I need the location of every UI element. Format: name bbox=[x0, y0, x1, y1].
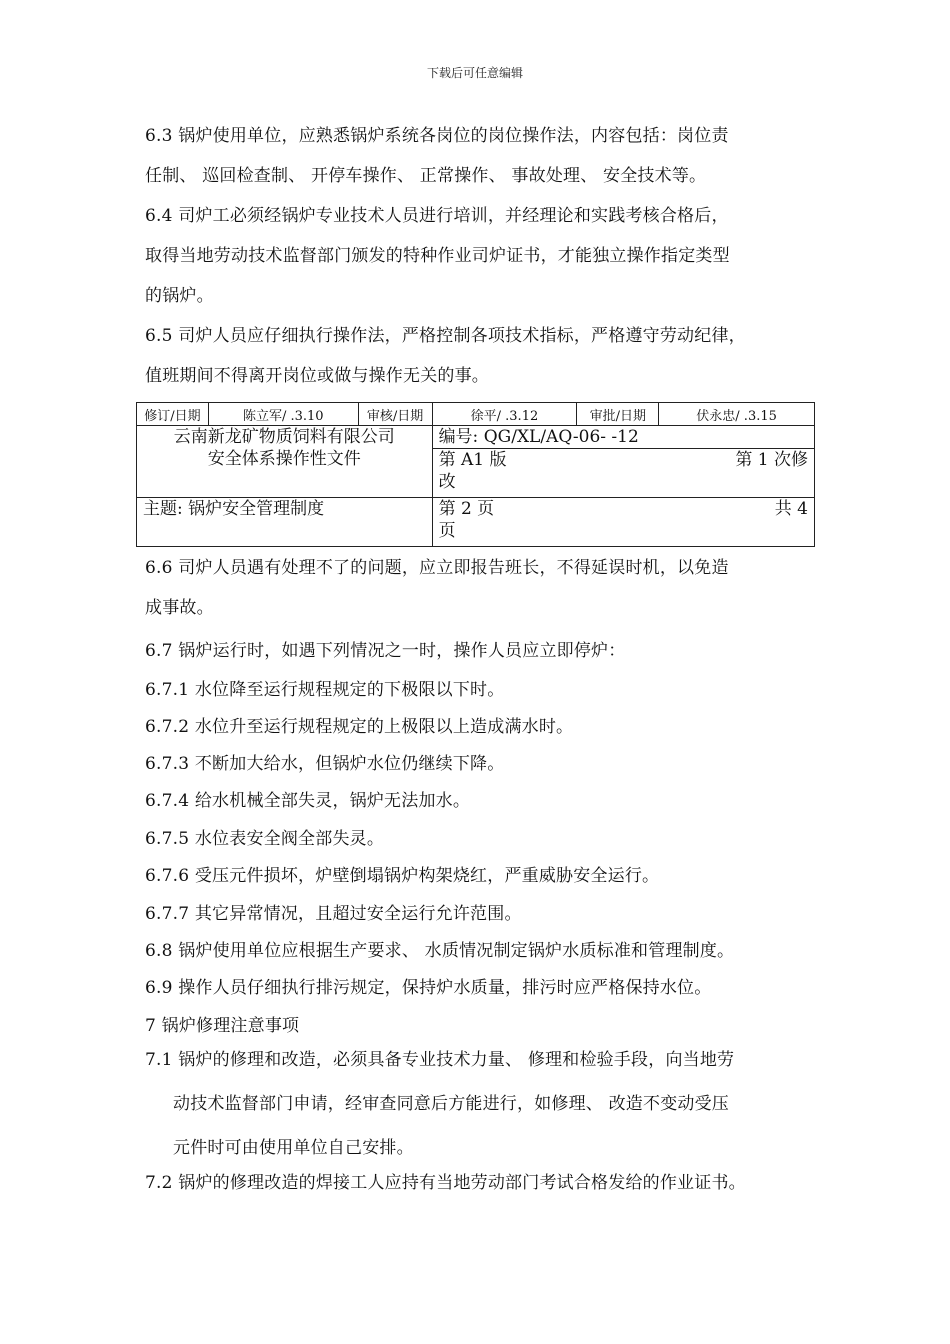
approved-label: 审批/日期 bbox=[577, 403, 659, 426]
revision-count: 第 1 次修 bbox=[735, 450, 808, 470]
list-item: 6.7.1 水位降至运行规程规定的下极限以下时。 bbox=[145, 680, 505, 700]
paragraph-line: 6.3 锅炉使用单位，应熟悉锅炉系统各岗位的岗位操作法，内容包括：岗位责 bbox=[145, 126, 729, 146]
approved-value: 伏永忠/ .3.15 bbox=[659, 403, 815, 426]
paragraph-line: 取得当地劳动技术监督部门颁发的特种作业司炉证书，才能独立操作指定类型 bbox=[145, 246, 730, 266]
company-row bbox=[137, 426, 815, 449]
doc-number: 编号: QG/XL/AQ-06- -12 bbox=[432, 426, 814, 449]
page-total-cont: 页 bbox=[438, 521, 456, 541]
revised-value: 陈立军/ .3.10 bbox=[208, 403, 358, 426]
document-control-table bbox=[136, 402, 815, 547]
section-6-9: 6.9 操作人员仔细执行排污规定，保持炉水质量，排污时应严格保持水位。 bbox=[145, 978, 712, 998]
list-item: 6.7.4 给水机械全部失灵，锅炉无法加水。 bbox=[145, 791, 471, 811]
paragraph-line: 动技术监督部门申请，经审查同意后方能进行，如修理、 改造不变动受压 bbox=[173, 1094, 730, 1114]
paragraph-line: 6.4 司炉工必须经锅炉专业技术人员进行培训，并经理论和实践考核合格后， bbox=[145, 206, 729, 226]
page-cell bbox=[432, 498, 814, 547]
revised-label: 修订/日期 bbox=[137, 403, 209, 426]
list-item: 6.7.3 不断加大给水，但锅炉水位仍继续下降。 bbox=[145, 754, 505, 774]
header-note: 下载后可任意编辑 bbox=[426, 66, 523, 80]
version-cell bbox=[432, 449, 814, 498]
paragraph-line: 7.1 锅炉的修理和改造，必须具备专业技术力量、 修理和检验手段，向当地劳 bbox=[145, 1050, 735, 1070]
revision-count-cont: 改 bbox=[438, 472, 456, 492]
document-type: 安全体系操作性文件 bbox=[207, 449, 361, 469]
list-item: 6.7.6 受压元件损坏，炉壁倒塌锅炉构架烧红，严重威胁安全运行。 bbox=[145, 866, 660, 886]
list-item: 6.7.7 其它异常情况，且超过安全运行允许范围。 bbox=[145, 904, 522, 924]
page-total: 共 4 bbox=[774, 499, 808, 519]
subject-cell: 主题: 锅炉安全管理制度 bbox=[137, 498, 433, 547]
section-6-4 bbox=[145, 196, 817, 316]
section-6-7: 6.7 锅炉运行时，如遇下列情况之一时，操作人员应立即停炉： bbox=[145, 641, 626, 661]
paragraph-line: 成事故。 bbox=[145, 598, 214, 618]
section-6-3 bbox=[145, 116, 817, 196]
section-6-8: 6.8 锅炉使用单位应根据生产要求、 水质情况制定锅炉水质标准和管理制度。 bbox=[145, 941, 735, 961]
subject-row bbox=[137, 498, 815, 547]
section-7-heading: 7 锅炉修理注意事项 bbox=[145, 1016, 300, 1036]
company-name: 云南新龙矿物质饲料有限公司 bbox=[173, 427, 395, 447]
page-current: 第 2 页 bbox=[438, 499, 495, 519]
reviewed-label: 审核/日期 bbox=[358, 403, 432, 426]
paragraph-line: 的锅炉。 bbox=[145, 286, 214, 306]
section-7-2: 7.2 锅炉的修理改造的焊接工人应持有当地劳动部门考试合格发给的作业证书。 bbox=[145, 1173, 746, 1193]
section-6-5 bbox=[145, 316, 817, 396]
paragraph-line: 元件时可由使用单位自己安排。 bbox=[173, 1138, 414, 1158]
section-6-6 bbox=[145, 548, 817, 628]
paragraph-line: 6.6 司炉人员遇有处理不了的问题，应立即报告班长，不得延误时机，以免造 bbox=[145, 558, 729, 578]
version-label: 第 A1 版 bbox=[438, 450, 507, 470]
reviewed-value: 徐平/ .3.12 bbox=[432, 403, 577, 426]
list-item: 6.7.5 水位表安全阀全部失灵。 bbox=[145, 829, 385, 849]
list-item: 6.7.2 水位升至运行规程规定的上极限以上造成满水时。 bbox=[145, 717, 574, 737]
paragraph-line: 值班期间不得离开岗位或做与操作无关的事。 bbox=[145, 366, 489, 386]
paragraph-line: 任制、 巡回检查制、 开停车操作、 正常操作、 事故处理、 安全技术等。 bbox=[145, 166, 707, 186]
revision-row bbox=[137, 403, 815, 426]
section-7-1 bbox=[145, 1038, 817, 1170]
company-cell bbox=[137, 426, 433, 498]
paragraph-line: 6.5 司炉人员应仔细执行操作法，严格控制各项技术指标，严格遵守劳动纪律， bbox=[145, 326, 746, 346]
